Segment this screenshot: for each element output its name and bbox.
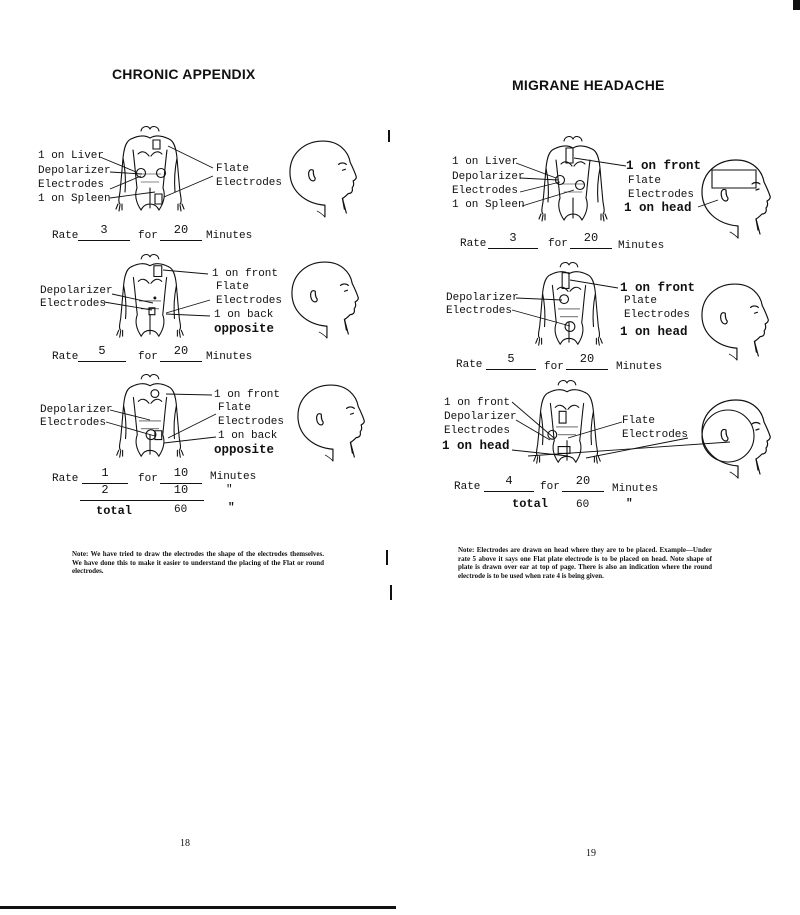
page-number: 18 [180, 838, 190, 849]
rate-label: Rate [454, 481, 481, 493]
minutes-value: 10 [173, 483, 189, 497]
minutes-label: Minutes [206, 230, 253, 242]
right-page-title: MIGRANE HEADACHE [512, 77, 665, 93]
for-label: for [138, 351, 158, 363]
label-electrodes: Electrodes [38, 179, 105, 191]
minutes-value: 20 [579, 352, 595, 366]
label-opposite: opposite [214, 322, 275, 336]
label-electrodes: Electrodes [446, 305, 513, 317]
label-depolarizer: Depolarizer [444, 411, 517, 423]
label-opposite: opposite [214, 443, 275, 457]
minutes-value: 20 [575, 474, 591, 488]
head-profile [700, 158, 772, 240]
label-flate: Flate [216, 281, 250, 293]
minutes-value: 20 [173, 344, 189, 358]
ditto-mark: " [626, 498, 633, 510]
rate-value: 4 [505, 474, 513, 488]
label-front: 1 on front [212, 268, 279, 280]
for-label: for [540, 481, 560, 493]
minutes-label: Minutes [206, 351, 253, 363]
label-front: 1 on front [444, 397, 511, 409]
label-back: 1 on back [218, 430, 278, 442]
torso-figure [538, 262, 600, 352]
label-flate: Flate [628, 175, 662, 187]
label-electrodes: Electrodes [444, 425, 511, 437]
label-liver: 1 on Liver [38, 150, 105, 162]
label-head: 1 on head [620, 325, 688, 339]
label-head: 1 on head [442, 439, 510, 453]
note-text: Note: We have tried to draw the electrodes the shape of the electrodes themselves. We have done this to make it easier to understand the placing of the Flat or round electrodes. [72, 550, 324, 575]
for-label: for [548, 238, 568, 250]
ditto-mark: " [226, 484, 233, 496]
label-liver: 1 on Liver [452, 156, 519, 168]
label-front: 1 on front [214, 389, 281, 401]
label-back: 1 on back [214, 309, 274, 321]
label-electrodes: Electrodes [40, 298, 107, 310]
minutes-label: Minutes [210, 471, 257, 483]
for-label: for [138, 473, 158, 485]
note-text: Note: Electrodes are drawn on head where they are to be placed. Example—Under rate 5 above it says one Flat plate electrode is to be placed on head. Note shape of plate is drawn over ear at top of page. There is also an indication where the round electrode is to be used when rate 4 is being given. [458, 546, 712, 580]
underline [570, 248, 612, 249]
label-electrodes: Electrodes [452, 185, 519, 197]
underline [566, 369, 608, 370]
rate-label: Rate [456, 359, 483, 371]
total-label: total [512, 497, 549, 511]
head-profile [700, 398, 772, 480]
label-flate: Plate [624, 295, 658, 307]
torso-figure [536, 380, 598, 470]
total-label: total [96, 504, 133, 518]
label-depolarizer: Depolarizer [40, 404, 113, 416]
left-page-title: CHRONIC APPENDIX [112, 66, 256, 82]
rate-value: 3 [100, 223, 108, 237]
rate-value: 3 [509, 231, 517, 245]
rate-value: 2 [101, 483, 109, 497]
label-head: 1 on head [624, 201, 692, 215]
label-flate: Flate [216, 163, 250, 175]
label-depolarizer: Depolarizer [446, 292, 519, 304]
label-flate-electrodes: Electrodes [218, 416, 285, 428]
label-flate-electrodes: Electrodes [628, 189, 695, 201]
label-flate-electrodes: Electrodes [624, 309, 691, 321]
minutes-value: 10 [173, 466, 189, 480]
label-depolarizer: Depolarizer [38, 165, 111, 177]
page-number: 19 [586, 848, 596, 859]
total-value: 60 [576, 499, 590, 511]
label-front: 1 on front [620, 281, 696, 295]
rate-value: 1 [101, 466, 109, 480]
minutes-label: Minutes [616, 361, 663, 373]
label-front: 1 on front [626, 159, 702, 173]
rate-value: 5 [98, 344, 106, 358]
minutes-value: 20 [173, 223, 189, 237]
head-profile [700, 280, 770, 364]
label-flate-electrodes: Electrodes [216, 177, 283, 189]
minutes-label: Minutes [618, 240, 665, 252]
underline [488, 248, 538, 249]
label-flate: Flate [218, 402, 252, 414]
label-flate-electrodes: Electrodes [622, 429, 689, 441]
for-label: for [138, 230, 158, 242]
underline [562, 491, 604, 492]
rate-label: Rate [52, 230, 79, 242]
label-depolarizer: Depolarizer [40, 285, 113, 297]
label-spleen: 1 on Spleen [38, 193, 111, 205]
label-spleen: 1 on Spleen [452, 199, 525, 211]
ditto-mark: " [228, 502, 235, 514]
label-depolarizer: Depolarizer [452, 171, 525, 183]
total-value: 60 [174, 504, 188, 516]
rate-value: 5 [507, 352, 515, 366]
rate-label: Rate [52, 351, 79, 363]
label-flate: Flate [622, 415, 656, 427]
label-flate-electrodes: Electrodes [216, 295, 283, 307]
minutes-label: Minutes [612, 483, 659, 495]
minutes-value: 20 [583, 231, 599, 245]
underline [486, 369, 536, 370]
for-label: for [544, 361, 564, 373]
underline [484, 491, 534, 492]
label-electrodes: Electrodes [40, 417, 107, 429]
scan-mark [793, 0, 800, 10]
rate-label: Rate [460, 238, 487, 250]
rate-label: Rate [52, 473, 79, 485]
